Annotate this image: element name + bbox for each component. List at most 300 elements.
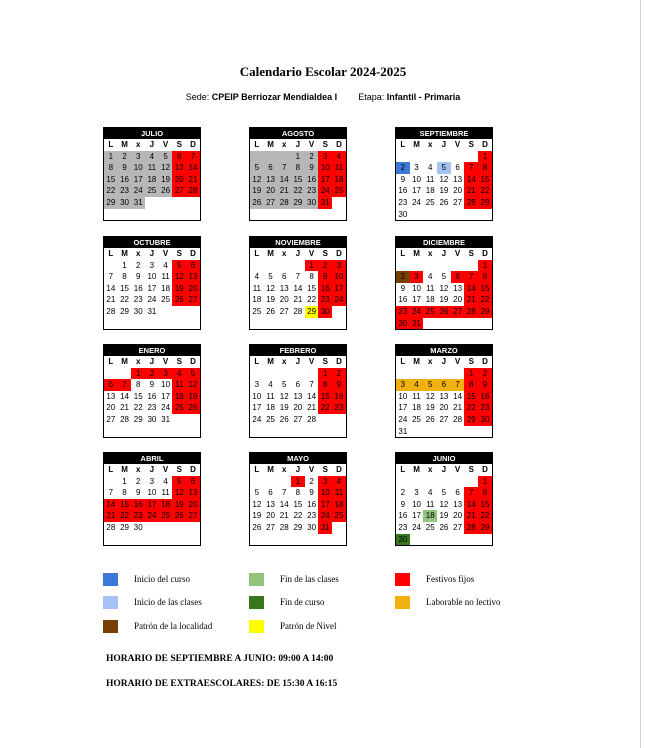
empty-cell <box>250 318 264 330</box>
weekday-header: L <box>400 357 406 366</box>
day-cell: 6 <box>295 380 301 390</box>
empty-cell <box>277 209 291 221</box>
day-cell: 23 <box>147 403 157 413</box>
day-cell: 24 <box>252 414 262 424</box>
empty-cell <box>277 151 291 163</box>
day-cell: 27 <box>451 306 465 318</box>
weekday-header: M <box>121 140 128 149</box>
day-cell: 6 <box>186 260 200 272</box>
empty-cell <box>277 260 291 272</box>
month-title: JUNIO <box>396 453 492 464</box>
day-cell: 18 <box>332 499 346 511</box>
weekday-header: S <box>468 465 474 474</box>
day-cell: 14 <box>279 499 289 509</box>
day-cell: 15 <box>318 391 332 403</box>
weekday-header: L <box>254 249 260 258</box>
day-cell: 10 <box>147 488 157 498</box>
weekday-header-row <box>396 356 492 368</box>
weekday-header: J <box>441 249 447 258</box>
day-cell: 5 <box>423 379 437 391</box>
day-cell: 22 <box>464 402 478 414</box>
week-row <box>396 522 492 534</box>
empty-cell <box>396 260 410 272</box>
day-cell: 13 <box>266 499 275 509</box>
day-cell: 4 <box>427 488 433 498</box>
empty-cell <box>186 318 200 330</box>
day-cell: 23 <box>133 295 143 305</box>
weekday-header: x <box>427 140 433 149</box>
weekday-header: x <box>427 357 433 366</box>
day-cell: 24 <box>318 510 332 522</box>
week-row <box>104 414 200 426</box>
weekday-header-row <box>104 139 200 151</box>
day-cell: 29 <box>120 306 129 316</box>
day-cell: 25 <box>159 510 173 522</box>
day-cell: 12 <box>439 283 449 293</box>
week-row <box>250 151 346 163</box>
week-row <box>104 318 200 330</box>
day-cell: 31 <box>147 306 157 316</box>
day-cell: 22 <box>120 295 129 305</box>
empty-cell <box>451 426 465 438</box>
week-row <box>104 271 200 283</box>
day-cell: 5 <box>281 380 287 390</box>
weekday-header: J <box>149 465 155 474</box>
empty-cell <box>478 209 492 221</box>
weekday-header: J <box>149 140 155 149</box>
day-cell: 25 <box>332 185 346 197</box>
empty-cell <box>104 368 118 380</box>
day-cell: 24 <box>412 197 421 207</box>
weekday-header: V <box>308 357 315 366</box>
empty-cell <box>172 209 186 221</box>
day-cell: 10 <box>252 391 262 401</box>
week-row <box>396 368 492 380</box>
day-cell: 18 <box>423 510 437 522</box>
week-row <box>396 151 492 163</box>
day-cell: 13 <box>453 174 463 184</box>
weekday-header: x <box>135 465 141 474</box>
empty-cell <box>159 522 173 534</box>
week-row <box>104 426 200 438</box>
empty-cell <box>423 209 437 221</box>
day-cell: 25 <box>332 510 346 522</box>
week-row <box>104 476 200 488</box>
week-row <box>396 426 492 438</box>
day-cell: 11 <box>252 283 261 293</box>
day-cell: 19 <box>439 186 449 196</box>
day-cell: 19 <box>159 174 173 186</box>
month-title: MARZO <box>396 345 492 356</box>
day-cell: 13 <box>186 487 200 499</box>
empty-cell <box>186 426 200 438</box>
week-row <box>396 510 492 522</box>
empty-cell <box>396 476 410 488</box>
empty-cell <box>131 534 145 546</box>
weekday-header-row <box>396 139 492 151</box>
day-cell: 29 <box>464 414 478 426</box>
day-cell: 5 <box>172 260 186 272</box>
weekday-header-row <box>250 139 346 151</box>
day-cell: 11 <box>426 174 435 184</box>
day-cell: 3 <box>318 151 332 163</box>
day-cell: 30 <box>133 306 143 316</box>
month-title: ENERO <box>104 345 200 356</box>
empty-cell <box>478 426 492 438</box>
day-cell: 4 <box>410 379 424 391</box>
weekday-header: S <box>176 140 182 149</box>
day-cell: 26 <box>159 185 173 197</box>
legend-item-festivos-fijos <box>395 571 474 587</box>
empty-cell <box>396 368 410 380</box>
day-cell: 4 <box>145 151 159 163</box>
day-cell: 6 <box>268 488 273 498</box>
empty-cell <box>131 318 145 330</box>
empty-cell <box>423 534 437 546</box>
day-cell: 26 <box>172 510 186 522</box>
empty-cell <box>104 476 118 488</box>
day-cell: 7 <box>281 488 287 498</box>
day-cell: 2 <box>135 260 141 270</box>
week-row <box>104 522 200 534</box>
empty-cell <box>291 318 305 330</box>
day-cell: 12 <box>439 499 449 509</box>
day-cell: 2 <box>305 151 319 163</box>
day-cell: 3 <box>159 368 173 380</box>
day-cell: 4 <box>427 272 433 282</box>
day-cell: 29 <box>478 306 492 318</box>
week-row <box>396 260 492 272</box>
weekday-header: M <box>413 465 420 474</box>
day-cell: 15 <box>307 283 317 293</box>
empty-cell <box>464 151 478 163</box>
empty-cell <box>437 151 451 163</box>
day-cell: 13 <box>453 283 463 293</box>
day-cell: 17 <box>398 403 408 413</box>
empty-cell <box>423 368 437 380</box>
day-cell: 6 <box>104 379 118 391</box>
month-mayo <box>249 452 347 546</box>
day-cell: 11 <box>161 272 170 282</box>
day-cell: 6 <box>172 151 186 163</box>
day-cell: 1 <box>464 368 478 380</box>
day-cell: 13 <box>439 391 449 401</box>
day-cell: 3 <box>318 476 332 488</box>
week-row <box>396 414 492 426</box>
weekday-header: S <box>322 357 328 366</box>
legend <box>103 571 543 641</box>
empty-cell <box>451 318 465 330</box>
day-cell: 16 <box>478 391 492 403</box>
day-cell: 19 <box>186 391 200 403</box>
weekday-header: V <box>162 357 169 366</box>
week-row <box>250 260 346 272</box>
day-cell: 28 <box>120 414 129 424</box>
day-cell: 4 <box>427 163 433 173</box>
day-cell: 1 <box>478 151 492 163</box>
empty-cell <box>464 260 478 272</box>
day-cell: 8 <box>478 162 492 174</box>
weekday-header: V <box>308 465 315 474</box>
empty-cell <box>332 197 346 209</box>
weekday-header: L <box>400 140 406 149</box>
empty-cell <box>396 151 410 163</box>
day-cell: 9 <box>332 379 346 391</box>
day-cell: 16 <box>131 499 145 511</box>
day-cell: 14 <box>453 391 463 401</box>
day-cell: 20 <box>279 295 289 305</box>
day-cell: 12 <box>439 174 449 184</box>
legend-label: Patrón de la localidad <box>134 621 213 631</box>
day-cell: 7 <box>295 272 301 282</box>
legend-swatch <box>395 596 410 609</box>
week-row <box>250 368 346 380</box>
week-row <box>250 294 346 306</box>
weekday-header: L <box>108 357 114 366</box>
month-junio <box>395 452 493 546</box>
empty-cell <box>437 368 451 380</box>
empty-cell <box>172 414 186 426</box>
day-cell: 30 <box>307 522 317 532</box>
day-cell: 2 <box>145 368 159 380</box>
week-row <box>250 414 346 426</box>
day-cell: 10 <box>412 499 421 509</box>
week-row <box>396 174 492 186</box>
schedule-extracurricular-hours: HORARIO DE EXTRAESCOLARES: DE 15:30 A 16:15 <box>106 679 338 689</box>
weekday-header: J <box>295 249 301 258</box>
day-cell: 12 <box>279 391 289 401</box>
day-cell: 1 <box>318 368 332 380</box>
day-cell: 12 <box>250 174 264 186</box>
day-cell: 19 <box>252 511 262 521</box>
day-cell: 21 <box>464 294 478 306</box>
day-cell: 14 <box>186 162 200 174</box>
day-cell: 27 <box>172 185 186 197</box>
day-cell: 15 <box>104 174 118 186</box>
day-cell: 19 <box>439 511 449 521</box>
day-cell: 21 <box>464 510 478 522</box>
day-cell: 17 <box>145 499 159 511</box>
empty-cell <box>264 151 278 163</box>
sede-value: CPEIP Berriozar Mendialdea I <box>211 92 338 102</box>
day-cell: 1 <box>291 476 305 488</box>
empty-cell <box>131 209 145 221</box>
empty-cell <box>264 318 278 330</box>
weekday-header: x <box>427 465 433 474</box>
week-row <box>104 534 200 546</box>
month-title: OCTUBRE <box>104 237 200 248</box>
day-cell: 22 <box>104 185 118 197</box>
day-cell: 16 <box>398 511 408 521</box>
day-cell: 21 <box>120 403 129 413</box>
empty-cell <box>332 306 346 318</box>
month-marzo <box>395 344 493 438</box>
weekday-header-row <box>250 248 346 260</box>
week-row <box>396 476 492 488</box>
day-cell: 1 <box>305 260 319 272</box>
week-row <box>104 379 200 391</box>
week-row <box>250 174 346 186</box>
week-row <box>104 151 200 163</box>
weekday-header: S <box>176 465 182 474</box>
week-row <box>396 283 492 295</box>
week-row <box>250 271 346 283</box>
day-cell: 14 <box>277 174 291 186</box>
day-cell: 21 <box>293 295 303 305</box>
week-row <box>104 162 200 174</box>
day-cell: 12 <box>252 499 262 509</box>
month-title: SEPTIEMBRE <box>396 128 492 139</box>
month-title: JULIO <box>104 128 200 139</box>
weekday-header: x <box>281 465 287 474</box>
etapa-value: Infantil - Primaria <box>386 92 461 102</box>
week-row <box>104 260 200 272</box>
week-row <box>250 318 346 330</box>
day-cell: 22 <box>291 185 305 197</box>
weekday-header: V <box>162 465 169 474</box>
day-cell: 18 <box>145 174 159 186</box>
legend-label: Fin de curso <box>280 597 325 607</box>
day-cell: 16 <box>147 391 157 401</box>
empty-cell <box>250 260 264 272</box>
day-cell: 25 <box>145 185 159 197</box>
weekday-header-row <box>250 464 346 476</box>
day-cell: 29 <box>478 197 492 209</box>
day-cell: 7 <box>108 488 114 498</box>
empty-cell <box>410 209 424 221</box>
day-cell: 19 <box>172 499 186 511</box>
empty-cell <box>410 426 424 438</box>
day-cell: 16 <box>398 186 408 196</box>
day-cell: 17 <box>318 174 332 186</box>
empty-cell <box>118 534 132 546</box>
day-cell: 29 <box>478 522 492 534</box>
empty-cell <box>145 522 159 534</box>
weekday-header: S <box>176 357 182 366</box>
day-cell: 22 <box>478 294 492 306</box>
day-cell: 30 <box>133 522 143 532</box>
week-row <box>396 271 492 283</box>
day-cell: 28 <box>279 522 289 532</box>
week-row <box>250 379 346 391</box>
week-row <box>396 294 492 306</box>
day-cell: 16 <box>332 391 346 403</box>
empty-cell <box>264 368 278 380</box>
day-cell: 9 <box>135 488 141 498</box>
day-cell: 11 <box>412 391 421 401</box>
day-cell: 9 <box>118 162 132 174</box>
day-cell: 26 <box>186 402 200 414</box>
day-cell: 15 <box>293 499 303 509</box>
weekday-header-row <box>104 356 200 368</box>
day-cell: 23 <box>398 522 408 532</box>
day-cell: 4 <box>268 380 273 390</box>
empty-cell <box>478 318 492 330</box>
day-cell: 7 <box>451 379 465 391</box>
day-cell: 8 <box>318 379 332 391</box>
day-cell: 17 <box>161 391 171 401</box>
weekday-header: D <box>482 357 488 366</box>
day-cell: 29 <box>293 522 303 532</box>
day-cell: 22 <box>478 185 492 197</box>
day-cell: 5 <box>268 272 273 282</box>
empty-cell <box>264 534 278 546</box>
week-row <box>396 391 492 403</box>
week-row <box>396 318 492 330</box>
day-cell: 14 <box>464 499 478 511</box>
day-cell: 24 <box>318 185 332 197</box>
day-cell: 20 <box>172 174 186 186</box>
week-row <box>250 499 346 511</box>
day-cell: 22 <box>307 295 317 305</box>
legend-item-fin-clases <box>249 571 339 587</box>
week-row <box>250 185 346 197</box>
day-cell: 16 <box>133 283 143 293</box>
empty-cell <box>451 476 465 488</box>
empty-cell <box>423 260 437 272</box>
week-row <box>396 379 492 391</box>
day-cell: 30 <box>396 318 410 330</box>
day-cell: 3 <box>414 163 419 173</box>
month-enero <box>103 344 201 438</box>
empty-cell <box>118 426 132 438</box>
weekday-header: x <box>281 249 287 258</box>
empty-cell <box>318 534 332 546</box>
day-cell: 8 <box>478 487 492 499</box>
empty-cell <box>104 534 118 546</box>
empty-cell <box>305 209 319 221</box>
empty-cell <box>437 260 451 272</box>
week-row <box>250 487 346 499</box>
day-cell: 24 <box>147 295 157 305</box>
month-abril <box>103 452 201 546</box>
day-cell: 22 <box>118 510 132 522</box>
day-cell: 26 <box>439 522 449 532</box>
empty-cell <box>250 476 264 488</box>
day-cell: 28 <box>464 197 478 209</box>
day-cell: 8 <box>464 379 478 391</box>
day-cell: 27 <box>106 414 116 424</box>
week-row <box>250 522 346 534</box>
day-cell: 14 <box>464 283 478 295</box>
legend-swatch <box>103 620 118 633</box>
day-cell: 3 <box>131 151 145 163</box>
weekday-header: V <box>454 357 461 366</box>
weekday-header: M <box>121 465 128 474</box>
empty-cell <box>104 260 118 272</box>
day-cell: 30 <box>147 414 157 424</box>
day-cell: 14 <box>307 391 317 401</box>
empty-cell <box>159 209 173 221</box>
empty-cell <box>437 534 451 546</box>
day-cell: 30 <box>318 306 332 318</box>
day-cell: 26 <box>250 197 264 209</box>
week-row <box>250 476 346 488</box>
empty-cell <box>264 476 278 488</box>
day-cell: 11 <box>332 487 346 499</box>
day-cell: 16 <box>305 174 319 186</box>
weekday-header: V <box>308 249 315 258</box>
legend-item-laborable-no-lectivo <box>395 594 500 610</box>
week-row <box>104 197 200 209</box>
empty-cell <box>145 209 159 221</box>
day-cell: 20 <box>186 499 200 511</box>
month-title: FEBRERO <box>250 345 346 356</box>
empty-cell <box>305 318 319 330</box>
day-cell: 18 <box>425 295 435 305</box>
weekday-header: V <box>454 249 461 258</box>
weekday-header: M <box>267 140 274 149</box>
